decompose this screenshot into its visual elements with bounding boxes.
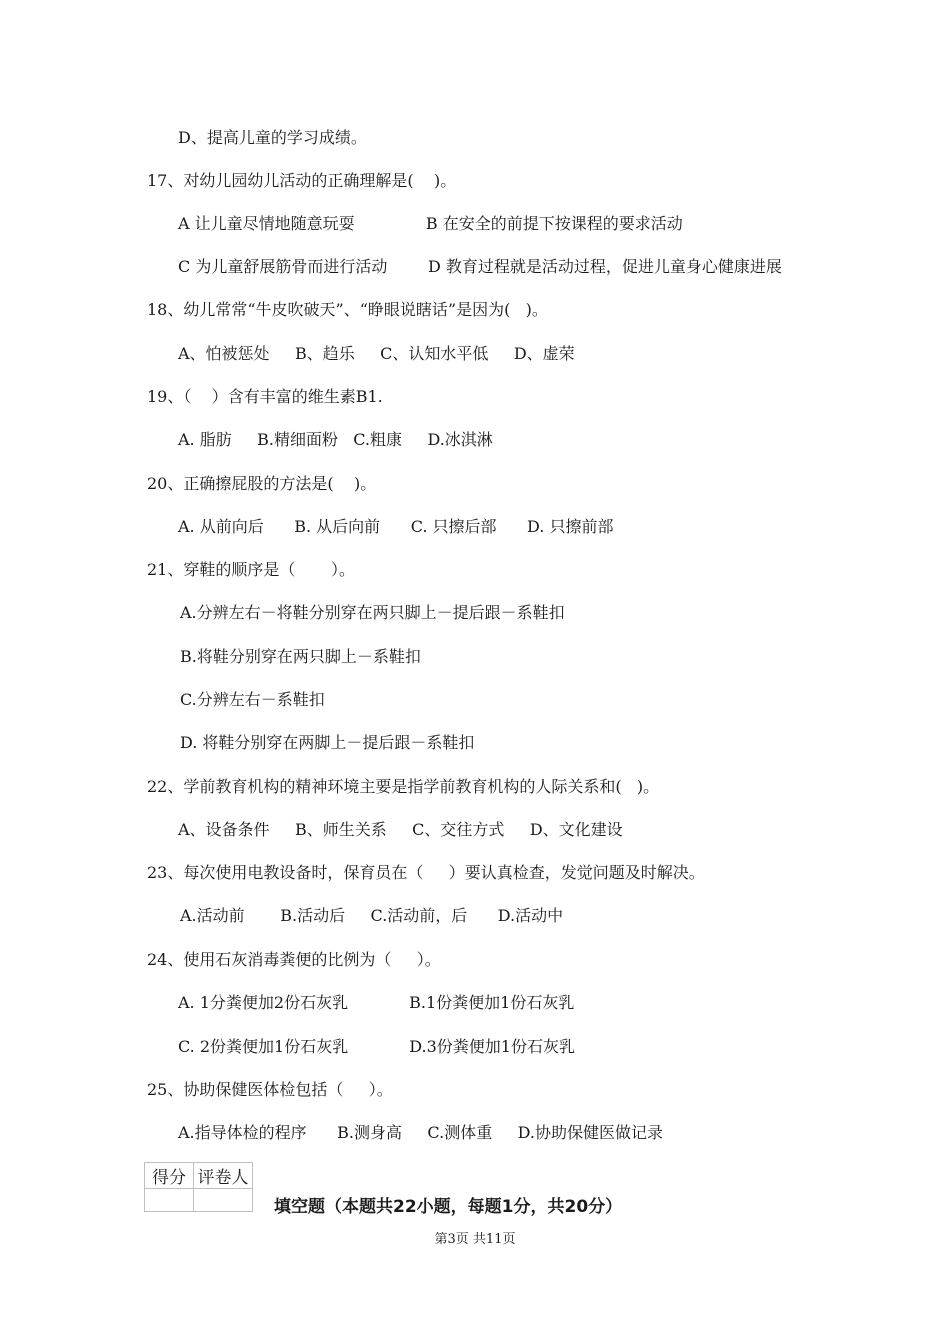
reviewer-cell bbox=[194, 1189, 253, 1212]
question-23: 23、每次使用电教设备时，保育员在（ ）要认真检查，发觉问题及时解决。 bbox=[147, 863, 705, 882]
q16-option-d: D、提高儿童的学习成绩。 bbox=[178, 128, 367, 147]
q18-options: A、怕被惩处 B、趋乐 C、认知水平低 D、虚荣 bbox=[178, 344, 575, 363]
question-20: 20、正确擦屁股的方法是( )。 bbox=[147, 474, 377, 493]
question-17: 17、对幼儿园幼儿活动的正确理解是( )。 bbox=[147, 171, 457, 190]
q17-options-cd: C 为儿童舒展筋骨而进行活动 D 教育过程就是活动过程，促进儿童身心健康进展 bbox=[178, 257, 782, 276]
page-footer: 第3页 共11页 bbox=[434, 1232, 516, 1247]
q22-options: A、设备条件 B、师生关系 C、交往方式 D、文化建设 bbox=[178, 820, 623, 839]
score-cell bbox=[145, 1189, 194, 1212]
reviewer-label: 评卷人 bbox=[194, 1163, 253, 1189]
question-22: 22、学前教育机构的精神环境主要是指学前教育机构的人际关系和( )。 bbox=[147, 777, 660, 796]
q20-options: A. 从前向后 B. 从后向前 C. 只擦后部 D. 只擦前部 bbox=[178, 517, 614, 536]
q21-option-d: D. 将鞋分别穿在两脚上－提后跟－系鞋扣 bbox=[180, 733, 475, 752]
q23-options: A.活动前 B.活动后 C.活动前，后 D.活动中 bbox=[180, 906, 564, 925]
q21-option-a: A.分辨左右－将鞋分别穿在两只脚上－提后跟－系鞋扣 bbox=[180, 603, 565, 622]
q24-options-ab: A. 1分粪便加2份石灰乳 B.1份粪便加1份石灰乳 bbox=[178, 993, 575, 1012]
question-21: 21、穿鞋的顺序是（ ）。 bbox=[147, 560, 355, 579]
question-18: 18、幼儿常常“牛皮吹破天”、“睁眼说瞎话”是因为( )。 bbox=[147, 300, 548, 319]
section-title: 填空题（本题共22小题，每题1分，共20分） bbox=[274, 1197, 623, 1217]
q25-options: A.指导体检的程序 B.测身高 C.测体重 D.协助保健医做记录 bbox=[178, 1123, 663, 1142]
question-25: 25、协助保健医体检包括（ ）。 bbox=[147, 1080, 393, 1099]
q21-option-b: B.将鞋分别穿在两只脚上－系鞋扣 bbox=[180, 647, 421, 666]
question-24: 24、使用石灰消毒粪便的比例为（ ）。 bbox=[147, 950, 441, 969]
q24-options-cd: C. 2份粪便加1份石灰乳 D.3份粪便加1份石灰乳 bbox=[178, 1037, 575, 1056]
q21-option-c: C.分辨左右－系鞋扣 bbox=[180, 690, 325, 709]
q19-options: A. 脂肪 B.精细面粉 C.粗康 D.冰淇淋 bbox=[178, 430, 493, 449]
question-19: 19、（ ）含有丰富的维生素B1. bbox=[147, 387, 383, 406]
score-table bbox=[144, 1162, 253, 1212]
q17-options-ab: A 让儿童尽情地随意玩耍 B 在安全的前提下按课程的要求活动 bbox=[178, 214, 683, 233]
score-label: 得分 bbox=[145, 1163, 194, 1189]
